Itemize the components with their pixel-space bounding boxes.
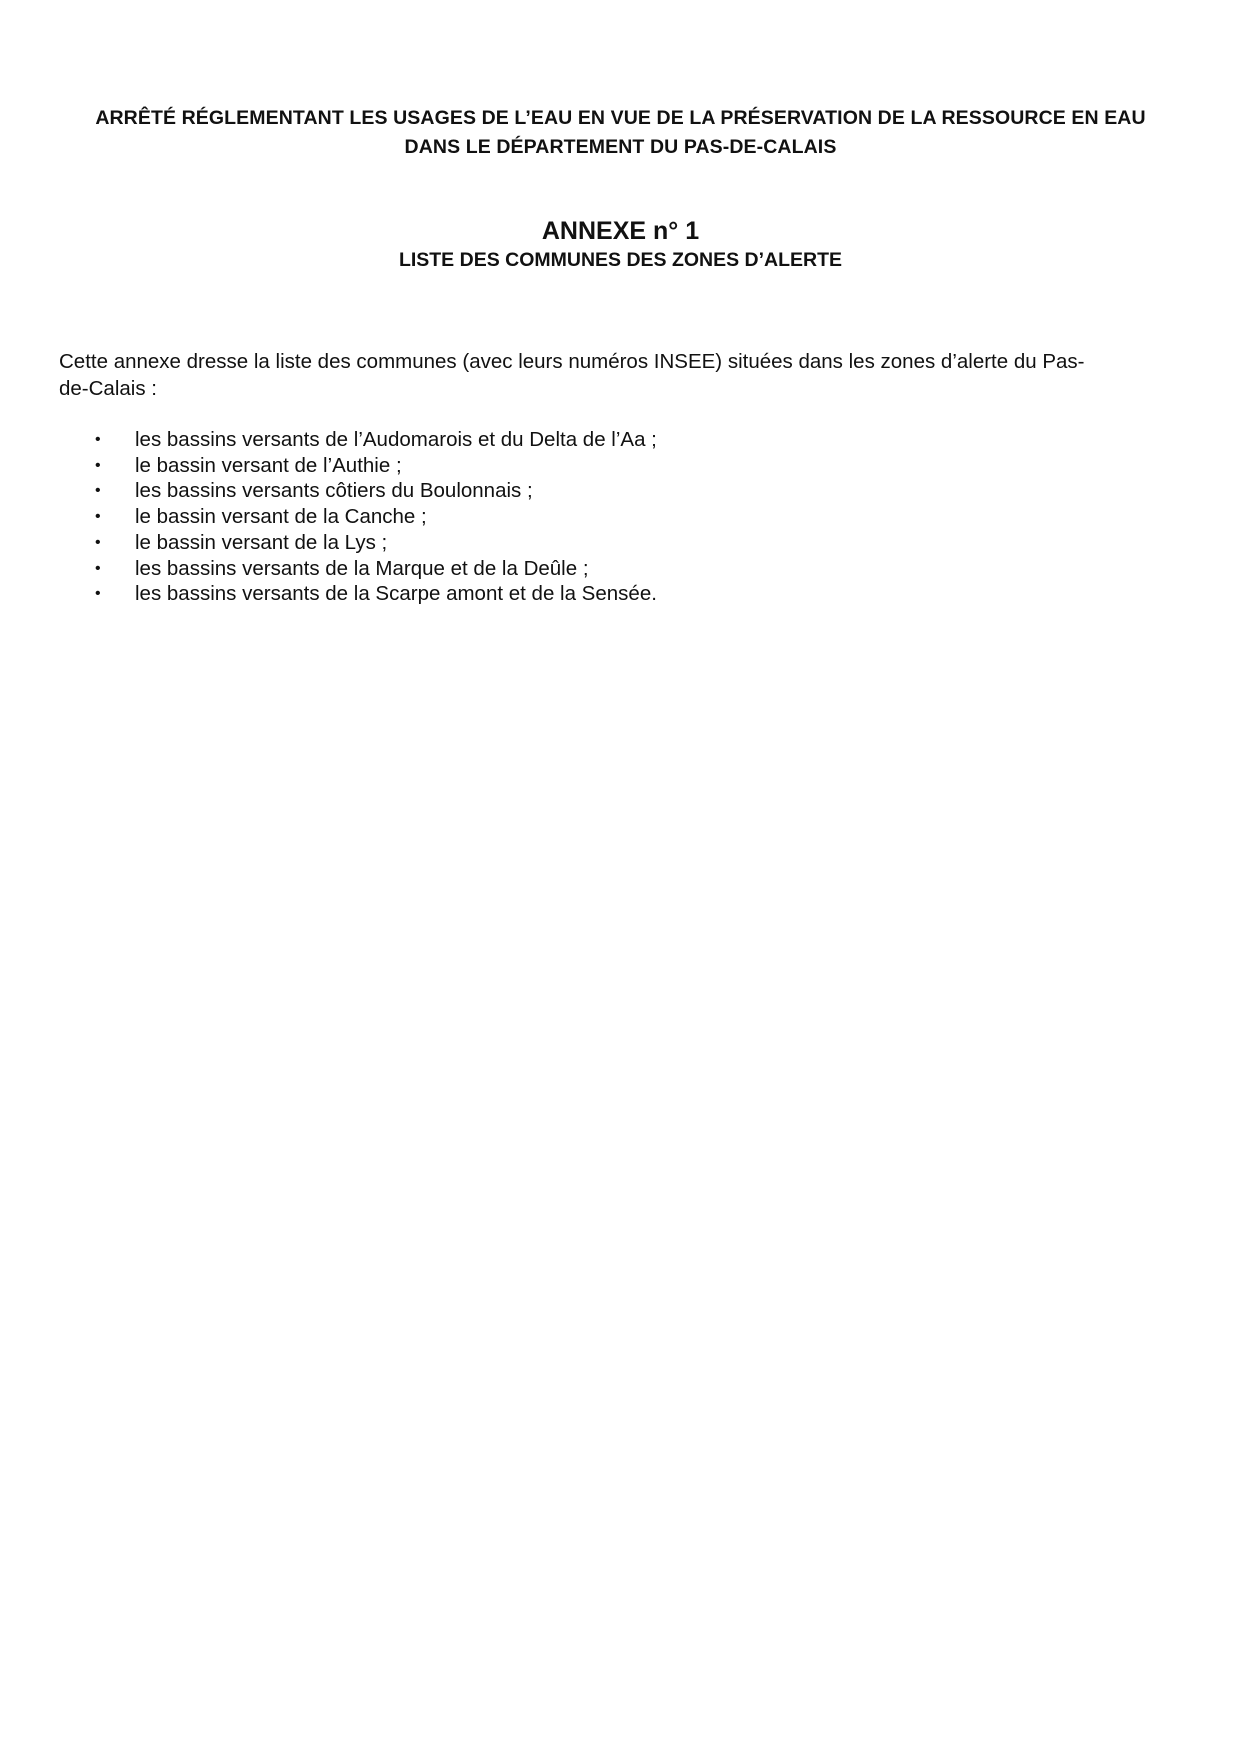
bullet-icon: • bbox=[95, 585, 101, 603]
annex-heading: ANNEXE n° 1 bbox=[541, 217, 700, 245]
bullet-icon: • bbox=[95, 559, 101, 577]
list-item-text: les bassins versants côtiers du Boulonnais ; bbox=[135, 479, 533, 503]
list-item-text: les bassins versants de la Marque et de la Deûle ; bbox=[135, 556, 589, 580]
list-item-text: les bassins versants de la Scarpe amont et de la Sensée. bbox=[135, 582, 657, 606]
intro-line-2: de-Calais : bbox=[59, 377, 157, 400]
annex-subtitle: LISTE DES COMMUNES DES ZONES D’ALERTE bbox=[398, 249, 843, 271]
list-item-text: le bassin versant de la Canche ; bbox=[135, 505, 427, 529]
list-item-text: le bassin versant de l’Authie ; bbox=[135, 453, 402, 477]
list-item bbox=[95, 581, 657, 607]
bullet-icon: • bbox=[95, 431, 101, 448]
bullet-icon: • bbox=[95, 508, 101, 526]
document-title-line-1: ARRÊTÉ RÉGLEMENTANT LES USAGES DE L’EAU EN VUE DE LA PRÉSERVATION DE LA RESSOURCE EN EAU bbox=[95, 107, 1146, 129]
bullet-icon: • bbox=[95, 456, 101, 474]
list-item bbox=[95, 504, 657, 530]
list-item bbox=[95, 453, 657, 479]
list-item bbox=[95, 556, 657, 582]
bullet-icon: • bbox=[95, 533, 101, 551]
list-item bbox=[95, 530, 657, 556]
bullet-icon: • bbox=[95, 482, 101, 500]
intro-line-1: Cette annexe dresse la liste des communes (avec leurs numéros INSEE) situées dans les zones d’alerte du Pas- bbox=[59, 350, 1085, 373]
alert-zone-list bbox=[95, 427, 657, 607]
document-title-line-2: DANS LE DÉPARTEMENT DU PAS-DE-CALAIS bbox=[404, 136, 837, 158]
intro-paragraph bbox=[59, 348, 1183, 402]
list-item bbox=[95, 427, 657, 453]
list-item-text: les bassins versants de l’Audomarois et du Delta de l’Aa ; bbox=[135, 428, 657, 451]
list-item bbox=[95, 478, 657, 504]
list-item-text: le bassin versant de la Lys ; bbox=[135, 530, 388, 554]
document-title bbox=[70, 104, 1171, 162]
